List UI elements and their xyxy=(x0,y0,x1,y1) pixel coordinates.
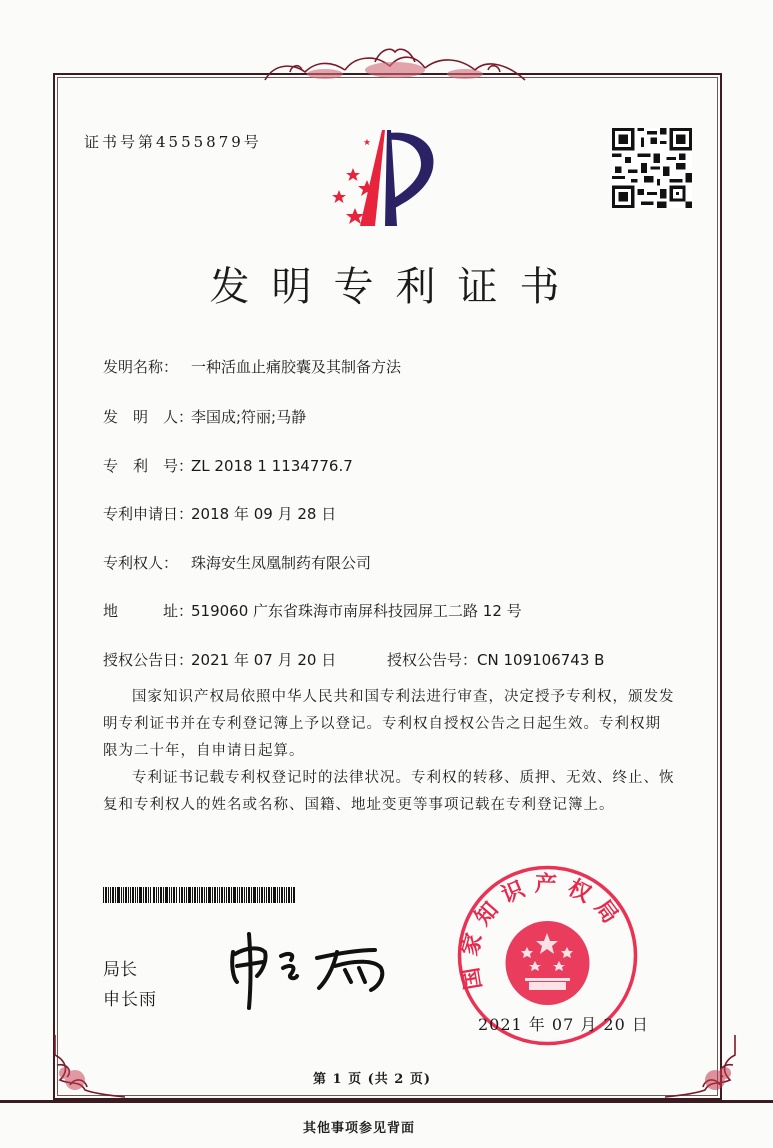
field-value: 2021 年 07 月 20 日 xyxy=(191,651,337,669)
field-value: ZL 2018 1 1134776.7 xyxy=(191,457,353,475)
field-label: 专 利 号： xyxy=(103,457,194,475)
field-label: 授权公告号： xyxy=(387,651,478,669)
patent-number-row xyxy=(103,455,353,476)
field-label: 发明名称： xyxy=(103,358,179,376)
publication-number-row xyxy=(387,649,604,670)
field-label: 地 址： xyxy=(103,602,194,620)
field-value: 2018 年 09 月 28 日 xyxy=(191,505,337,523)
qr-code-icon xyxy=(612,128,692,208)
field-label: 授权公告日： xyxy=(103,651,194,669)
field-label: 专利权人： xyxy=(103,554,179,572)
director-name: 申长雨 xyxy=(103,990,157,1010)
bottom-divider xyxy=(0,1100,773,1103)
certificate-number: 证书号第4555879号 xyxy=(84,133,262,151)
top-dragon-ornament-icon xyxy=(250,42,540,82)
corner-floral-ornament-icon xyxy=(665,1035,745,1105)
director-title: 局长 xyxy=(103,960,137,980)
application-date-row xyxy=(103,503,336,524)
field-label: 发 明 人： xyxy=(103,408,194,426)
invention-name-row xyxy=(103,356,401,377)
certificate-title: 发明专利证书 xyxy=(209,264,582,310)
footer-note: 其他事项参见背面 xyxy=(303,1121,416,1136)
handwritten-signature-icon xyxy=(225,930,395,1010)
grant-statement-paragraph: 国家知识产权局依照中华人民共和国专利法进行审查，决定授予专利权，颁发发明专利证书并在专利登记簿上予以登记。专利权自授权公告之日起生效。专利权期限为二十年，自申请日起算。 xyxy=(103,689,675,759)
field-value: CN 109106743 B xyxy=(477,651,605,669)
seal-date: 2021 年 07 月 20 日 xyxy=(478,1015,649,1034)
address-row xyxy=(103,600,522,621)
field-value: 珠海安生凤凰制药有限公司 xyxy=(191,554,372,572)
corner-floral-ornament-icon xyxy=(45,1035,125,1105)
patentee-row xyxy=(103,552,371,573)
field-value: 李国成;符丽;马静 xyxy=(191,408,307,426)
field-label: 专利申请日： xyxy=(103,505,194,523)
inventors-row xyxy=(103,406,306,427)
legal-status-paragraph: 专利证书记载专利权登记时的法律状况。专利权的转移、质押、无效、终止、恢复和专利权人的姓名或名称、国籍、地址变更等事项记载在专利登记簿上。 xyxy=(103,770,675,813)
barcode-icon xyxy=(103,887,295,903)
field-value: 一种活血止痛胶囊及其制备方法 xyxy=(191,358,402,376)
cnipa-logo-icon xyxy=(325,128,445,228)
svg-text:国家知识产权局: 国家知识产权局 xyxy=(457,871,628,992)
grant-date-row xyxy=(103,649,336,670)
field-value: 519060 广东省珠海市南屏科技园屏工二路 12 号 xyxy=(191,602,522,620)
page-indicator: 第 1 页 (共 2 页) xyxy=(313,1072,432,1087)
